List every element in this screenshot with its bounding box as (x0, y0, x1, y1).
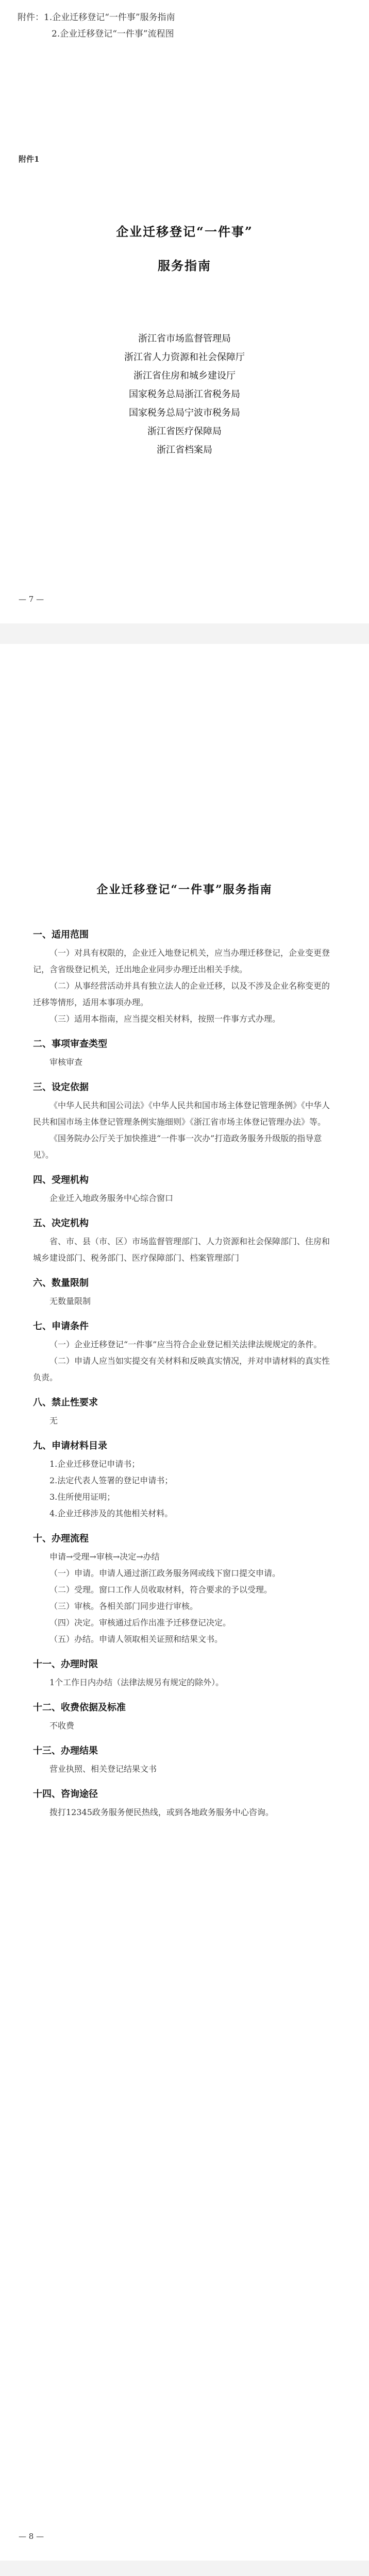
guide-section (33, 1657, 337, 1691)
section-heading: 五、决定机构 (33, 1218, 89, 1229)
section-paragraph: 营业执照、相关登记结果文书 (49, 1764, 157, 1774)
guide-section (33, 1743, 337, 1777)
section-paragraph: 4.企业迁移涉及的其他相关材料。 (49, 1509, 173, 1518)
section-paragraph: 企业迁入地政务服务中心综合窗口 (49, 1193, 174, 1203)
guide-section (33, 1438, 337, 1522)
section-paragraph: （一）对具有权限的，企业迁入地登记机关，应当办理迁移登记，企业变更登记，含省级登记机关，迁出地企业同步办理迁出相关手续。 (33, 948, 330, 974)
guide-section (33, 1080, 337, 1163)
section-paragraph: （一）申请。申请人通过浙江政务服务网或线下窗口提交申请。 (49, 1568, 281, 1578)
section-paragraph: （三）审核。各相关部门同步进行审核。 (49, 1601, 198, 1611)
page-gap (0, 2561, 369, 2576)
section-paragraph: （五）办结。申请人领取相关证照和结果文书。 (49, 1634, 223, 1644)
organization-list (0, 330, 369, 460)
section-paragraph: （四）决定。审核通过后作出准予迁移登记决定。 (49, 1618, 231, 1628)
section-heading: 二、事项审查类型 (33, 1039, 107, 1049)
organization-item: 浙江省市场监督管理局 (138, 333, 231, 344)
organization-item: 浙江省住房和城乡建设厅 (133, 370, 236, 381)
section-paragraph: 无数量限制 (49, 1296, 91, 1306)
section-heading: 四、受理机构 (33, 1175, 89, 1185)
organization-item: 浙江省人力资源和社会保障厅 (124, 352, 245, 363)
guide-title: 企业迁移登记“一件事”服务指南 (96, 883, 273, 896)
guide-section (33, 1700, 337, 1734)
section-paragraph: 2.法定代表人签署的登记申请书； (49, 1476, 173, 1485)
section-heading: 三、设定依据 (33, 1082, 89, 1093)
cover-title: 企业迁移登记“一件事” (116, 224, 253, 239)
section-heading: 十一、办理时限 (33, 1659, 98, 1670)
organization-item: 浙江省医疗保障局 (147, 426, 222, 437)
guide-body (33, 922, 337, 1830)
section-paragraph: 无 (49, 1416, 58, 1426)
guide-section (33, 1787, 337, 1821)
section-heading: 十、办理流程 (33, 1533, 89, 1544)
cover-page (0, 0, 369, 623)
guide-section (33, 1037, 337, 1071)
section-paragraph: 3.住所使用证明； (49, 1492, 115, 1502)
section-paragraph: 不收费 (49, 1721, 75, 1731)
guide-section (33, 1276, 337, 1310)
organization-item: 国家税务总局宁波市税务局 (129, 408, 240, 418)
section-heading: 十二、收费依据及标准 (33, 1702, 126, 1713)
section-heading: 八、禁止性要求 (33, 1397, 98, 1408)
cover-subtitle: 服务指南 (158, 258, 211, 273)
guide-section (33, 1173, 337, 1207)
organization-item: 浙江省档案局 (157, 445, 212, 455)
section-heading: 九、申请材料目录 (33, 1440, 107, 1451)
section-paragraph: （三）适用本指南，应当提交相关材料，按照一件事方式办理。 (49, 1014, 281, 1024)
section-heading: 十四、咨询途径 (33, 1789, 98, 1800)
organization-item: 国家税务总局浙江省税务局 (129, 389, 240, 400)
guide-section (33, 1216, 337, 1266)
section-paragraph: 审核审查 (49, 1057, 83, 1067)
guide-section (33, 927, 337, 1027)
guide-section (33, 1395, 337, 1429)
section-paragraph: 《中华人民共和国公司法》《中华人民共和国市场主体登记管理条例》《中华人民共和国市场主体登记管理条例实施细则》《浙江省市场主体登记管理办法》等。 (33, 1100, 330, 1127)
page-gap (0, 623, 369, 644)
section-paragraph: 1.企业迁移登记申请书； (49, 1459, 140, 1469)
section-heading: 七、申请条件 (33, 1321, 89, 1332)
section-paragraph: （二）申请人应当如实提交有关材料和反映真实情况，并对申请材料的真实性负责。 (33, 1356, 330, 1382)
guide-section (33, 1531, 337, 1648)
attachment-tag: 附件1 (19, 155, 40, 164)
section-paragraph: 申请→受理→审核→决定→办结 (49, 1552, 160, 1562)
section-paragraph: （二）受理。窗口工作人员收取材料，符合要求的予以受理。 (49, 1585, 273, 1595)
section-paragraph: （二）从事经营活动并具有独立法人的企业迁移，以及不涉及企业名称变更的迁移等情形，适用本事项办理。 (33, 981, 330, 1007)
section-heading: 十三、办理结果 (33, 1745, 98, 1756)
page-number: — 7 — (19, 595, 44, 604)
section-heading: 六、数量限制 (33, 1278, 89, 1289)
section-paragraph: 拨打12345政务服务便民热线，或到各地政务服务中心咨询。 (49, 1807, 274, 1817)
attachment-line-1: 附件：1.企业迁移登记“一件事”服务指南 (18, 12, 175, 23)
section-paragraph: 1个工作日内办结（法律法规另有规定的除外）。 (49, 1677, 224, 1687)
page-number: — 8 — (19, 2532, 44, 2541)
section-paragraph: 省、市、县（市、区）市场监督管理部门、人力资源和社会保障部门、住房和城乡建设部门、税务部门、医疗保障部门、档案管理部门 (33, 1236, 330, 1263)
section-heading: 一、适用范围 (33, 929, 89, 940)
attachment-line-2: 2.企业迁移登记“一件事”流程图 (52, 29, 174, 39)
guide-section (33, 1319, 337, 1386)
guide-pages (0, 644, 369, 2561)
section-paragraph: （一）企业迁移登记“一件事”应当符合企业登记相关法律法规规定的条件。 (49, 1340, 322, 1349)
section-paragraph: 《国务院办公厅关于加快推进“一件事一次办”打造政务服务升级版的指导意见》。 (33, 1133, 322, 1160)
